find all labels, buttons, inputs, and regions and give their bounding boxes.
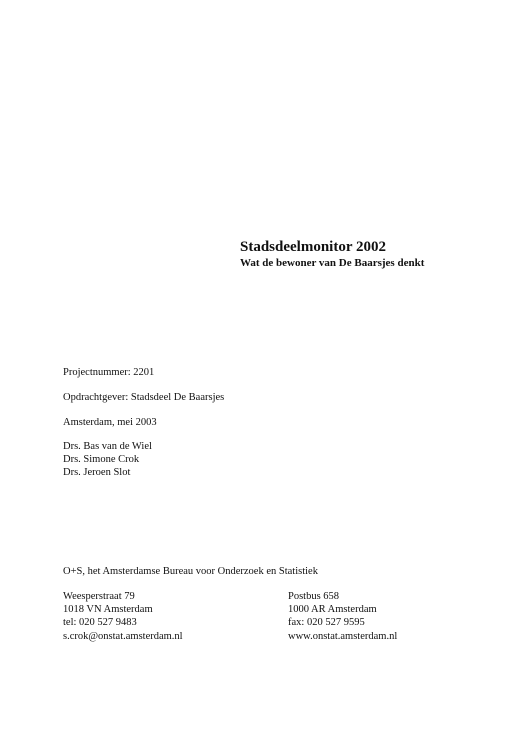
address-block-left xyxy=(63,590,183,643)
author-name: Drs. Bas van de Wiel xyxy=(63,441,152,452)
fax: fax: 020 527 9595 xyxy=(288,617,365,629)
author-name: Drs. Jeroen Slot xyxy=(63,467,131,478)
street-address: Weesperstraat 79 xyxy=(63,591,135,602)
title-block xyxy=(240,238,424,270)
po-box: Postbus 658 xyxy=(288,591,340,602)
phone: tel: 020 527 9483 xyxy=(63,617,137,629)
place-date: Amsterdam, mei 2003 xyxy=(63,417,157,428)
email: s.crok@onstat.amsterdam.nl xyxy=(63,630,183,642)
document-subtitle: Wat de bewoner van De Baarsjes denkt xyxy=(240,257,425,269)
author-list xyxy=(63,440,152,479)
project-number: Projectnummer: 2201 xyxy=(63,367,155,378)
client: Opdrachtgever: Stadsdeel De Baarsjes xyxy=(63,392,225,403)
document-title: Stadsdeelmonitor 2002 xyxy=(240,239,386,255)
postal-city: 1000 AR Amsterdam xyxy=(288,604,377,616)
website: www.onstat.amsterdam.nl xyxy=(288,630,398,642)
address-block-right xyxy=(288,590,397,643)
author-name: Drs. Simone Crok xyxy=(63,454,140,465)
postal-city: 1018 VN Amsterdam xyxy=(63,604,153,616)
organization-name: O+S, het Amsterdamse Bureau voor Onderzoek en Statistiek xyxy=(63,566,318,577)
